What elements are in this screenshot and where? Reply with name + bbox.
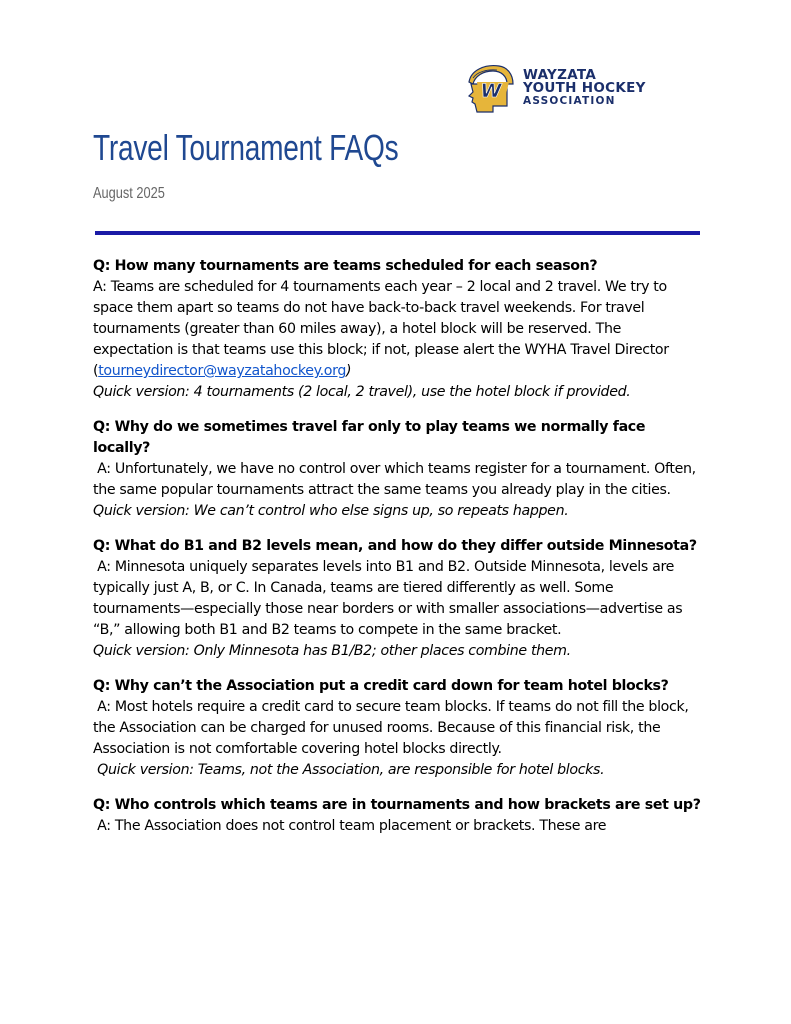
faq-item: [93, 417, 703, 522]
trojan-helmet-w-icon: [463, 62, 515, 114]
header-divider: [95, 231, 700, 235]
faq-answer: A: The Association does not control team placement or brackets. These are: [93, 818, 607, 834]
faq-list: [93, 256, 703, 851]
faq-question: Q: Why do we sometimes travel far only to play teams we normally face locally?: [93, 419, 646, 456]
faq-item: [93, 256, 703, 403]
faq-quick-version: Quick version: Teams, not the Association, are responsible for hotel blocks.: [93, 762, 605, 778]
faq-answer: A: Minnesota uniquely separates levels into B1 and B2. Outside Minnesota, levels are typically just A, B, or C. In Canada, teams are tiered differently as well. Some tournaments—especially those near borders or with smaller associations—advertise as “B,” allowing both B1 and B2 teams to compete in the same bracket.: [93, 559, 687, 638]
svg-text:W: W: [480, 80, 502, 102]
faq-item: [93, 536, 703, 662]
faq-answer: [93, 277, 703, 382]
logo-line-association: ASSOCIATION: [523, 94, 616, 107]
faq-question: Q: Who controls which teams are in tournaments and how brackets are set up?: [93, 797, 701, 813]
faq-question: Q: How many tournaments are teams scheduled for each season?: [93, 258, 598, 274]
wyha-logo: [463, 62, 646, 114]
faq-quick-version: Quick version: We can’t control who else signs up, so repeats happen.: [93, 503, 569, 519]
faq-question: Q: What do B1 and B2 levels mean, and how do they differ outside Minnesota?: [93, 538, 697, 554]
logo-line-wayzata: WAYZATA: [523, 66, 597, 83]
faq-quick-version: Quick version: 4 tournaments (2 local, 2 travel), use the hotel block if provided.: [93, 384, 631, 400]
travel-director-email-link[interactable]: tourneydirector@wayzatahockey.org: [98, 363, 346, 379]
faq-answer-text-end: ): [346, 363, 352, 379]
document-date: August 2025: [93, 185, 165, 202]
faq-quick-version: Quick version: Only Minnesota has B1/B2; other places combine them.: [93, 643, 571, 659]
faq-answer: A: Unfortunately, we have no control over which teams register for a tournament. Often, the same popular tournaments attract the same teams you already play in the cities.: [93, 461, 700, 498]
faq-item: [93, 676, 703, 781]
page-title: Travel Tournament FAQs: [93, 127, 399, 168]
faq-answer-text: A: Teams are scheduled for 4 tournaments each year – 2 local and 2 travel. We try to space them apart so teams do not have back-to-back travel weekends. For travel tournaments (greater than 60 miles away), a hotel block will be reserved. The expectation is that teams use this block; if not, please alert the WYHA Travel Director (: [93, 279, 669, 379]
faq-answer: A: Most hotels require a credit card to secure team blocks. If teams do not fill the block, the Association can be charged for unused rooms. Because of this financial risk, the Association is not comfortable covering hotel blocks directly.: [93, 699, 693, 757]
faq-item: [93, 795, 703, 837]
logo-line-youth-hockey: YOUTH HOCKEY: [523, 79, 646, 96]
faq-question: Q: Why can’t the Association put a credit card down for team hotel blocks?: [93, 678, 669, 694]
